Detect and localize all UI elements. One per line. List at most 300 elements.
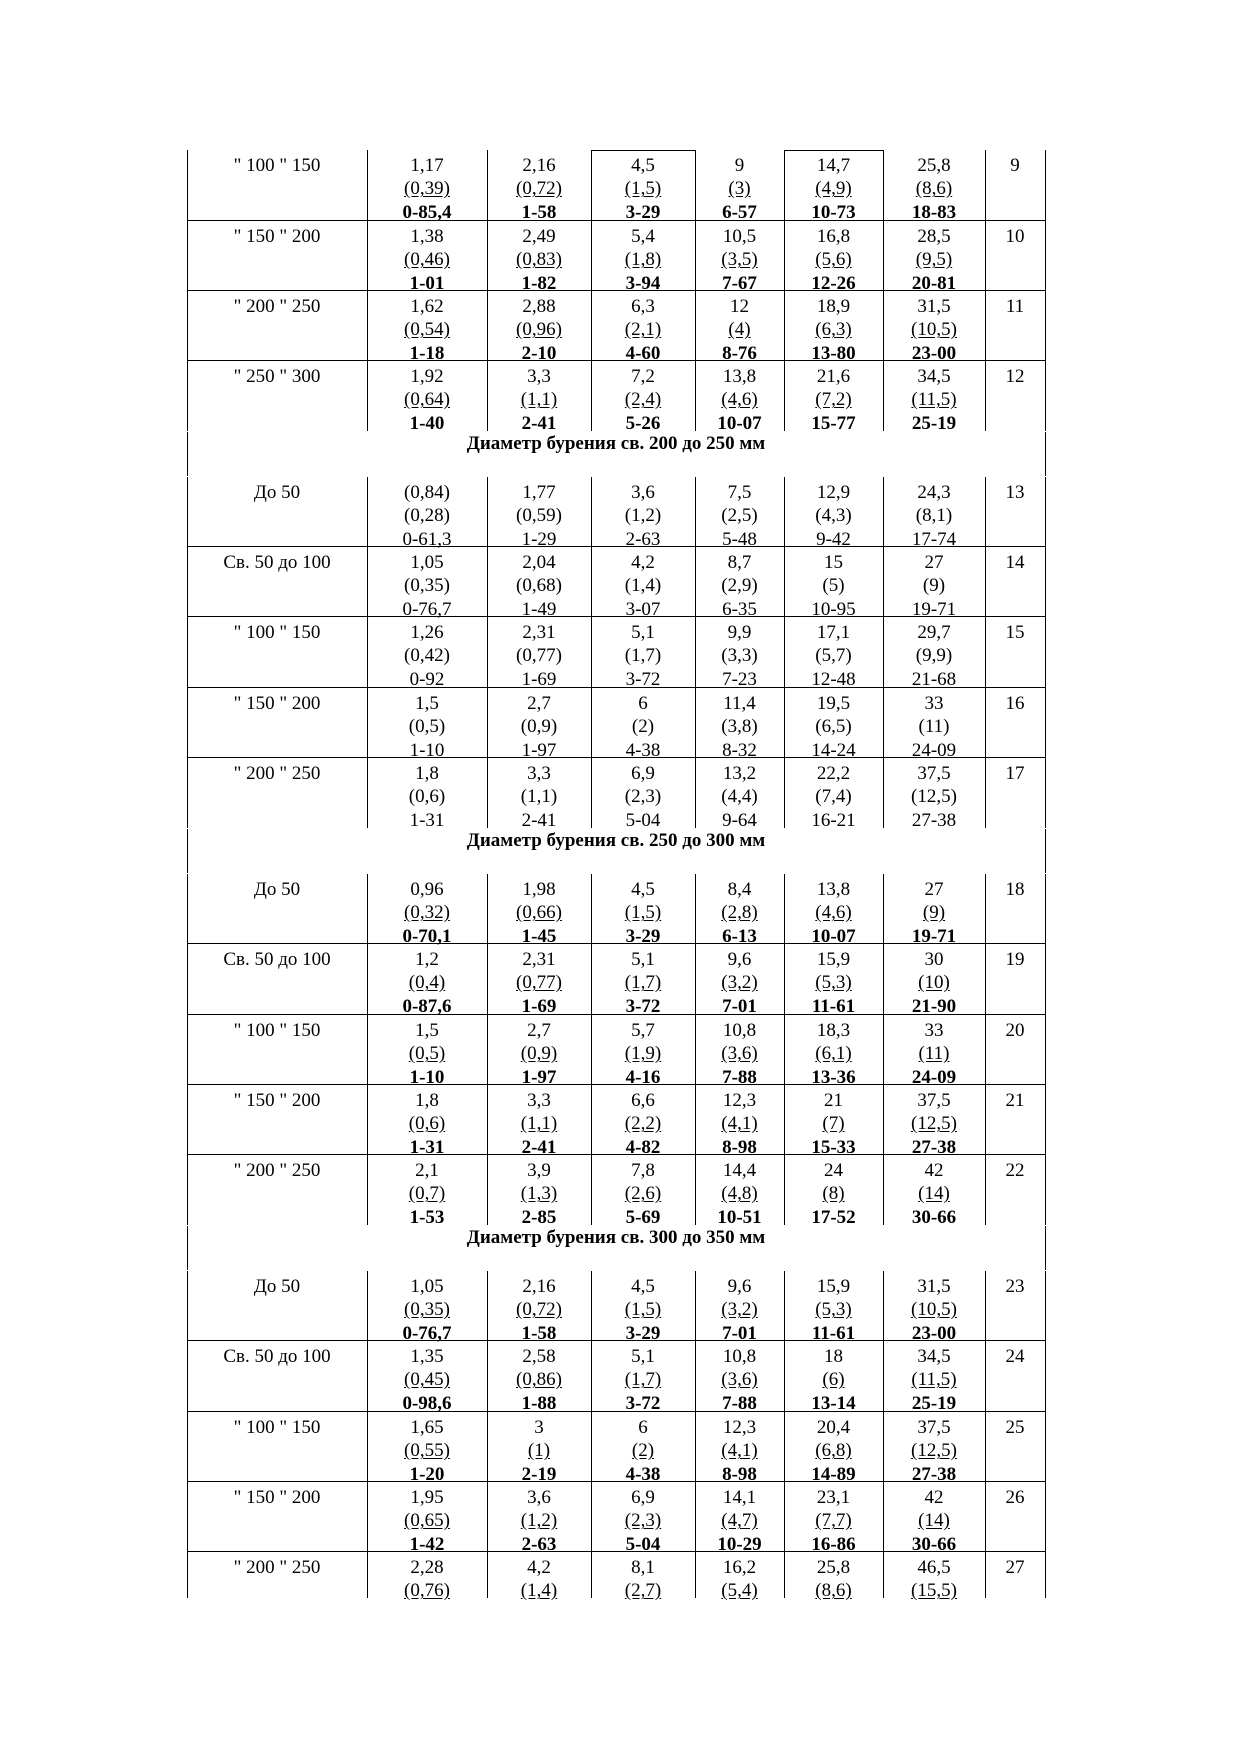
value-main: 10,8: [722, 1020, 757, 1041]
value-parenthesized: (4,6): [815, 902, 852, 924]
value-code: 1-58: [521, 1322, 557, 1344]
value-cell: [367, 758, 487, 831]
value-main: 1,8: [415, 1090, 439, 1111]
row-label: " 100 " 150: [233, 155, 321, 176]
value-cell: [487, 1015, 591, 1088]
value-cell: [784, 944, 883, 1015]
value-parenthesized: (12,5): [911, 1440, 957, 1462]
value-cell: [367, 1155, 487, 1228]
row-number: 25: [1005, 1417, 1025, 1438]
value-cell: [784, 1412, 883, 1485]
column-divider: [1045, 874, 1046, 944]
value-cell: [487, 1341, 591, 1412]
value-parenthesized: (9): [922, 902, 946, 924]
value-code: 1-49: [521, 598, 557, 620]
value-main: 12,9: [816, 482, 851, 503]
table-row: [187, 291, 1045, 364]
table-row: [187, 547, 1045, 620]
table-row: [187, 688, 1045, 761]
value-cell: [784, 1482, 883, 1555]
value-cell: [591, 1271, 695, 1344]
value-parenthesized: (1,1): [520, 389, 558, 411]
value-main: 7,2: [631, 366, 655, 387]
value-code: 8-76: [722, 342, 757, 364]
table-outer-border: [187, 1226, 188, 1270]
value-main: 42: [924, 1487, 944, 1508]
value-code: 10-73: [811, 201, 856, 223]
value-main: 27: [924, 552, 944, 573]
value-main: 3: [534, 1417, 544, 1438]
value-parenthesized: (6,1): [815, 1043, 852, 1065]
table-row: [187, 150, 1045, 221]
value-parenthesized: (3,6): [721, 1369, 758, 1391]
value-parenthesized: (5,7): [815, 645, 852, 667]
value-cell: [487, 361, 591, 434]
value-parenthesized: (4,8): [721, 1183, 758, 1205]
value-cell: [591, 221, 695, 294]
value-main: 25,8: [917, 155, 951, 176]
value-code: 2-41: [521, 1136, 557, 1158]
row-number: 11: [1005, 296, 1025, 317]
value-code: 5-48: [722, 528, 757, 550]
value-cell: [591, 1482, 695, 1555]
value-code: 23-00: [911, 1322, 957, 1344]
value-main: 19,5: [816, 693, 851, 714]
value-main: 9,9: [727, 622, 752, 643]
value-cell: [367, 361, 487, 434]
row-label: До 50: [253, 1276, 301, 1297]
value-main: 31,5: [917, 1276, 951, 1297]
value-parenthesized: (6,8): [815, 1440, 852, 1462]
row-label: " 150 " 200: [233, 1487, 321, 1508]
value-code: 1-18: [409, 342, 445, 364]
value-cell: [487, 1155, 591, 1228]
column-divider: [1045, 361, 1046, 431]
value-cell: [883, 150, 985, 221]
value-code: 6-57: [722, 201, 757, 223]
value-parenthesized: (0,65): [404, 1510, 450, 1532]
value-main: 20,4: [816, 1417, 851, 1438]
row-label: Св. 50 до 100: [223, 552, 331, 573]
value-code: 0-76,7: [402, 1322, 452, 1344]
value-code: 15-77: [811, 412, 856, 434]
value-parenthesized: (10): [918, 972, 950, 994]
value-code: 8-98: [722, 1136, 757, 1158]
value-parenthesized: (8,6): [815, 1580, 852, 1602]
value-code: 0-70,1: [402, 925, 452, 947]
value-parenthesized: (8,1): [915, 505, 953, 527]
value-parenthesized: (4,9): [815, 178, 852, 200]
value-main: 1,17: [410, 155, 444, 176]
value-cell: [784, 758, 883, 831]
value-parenthesized: (1,5): [624, 1299, 662, 1321]
value-code: 0-61,3: [402, 528, 452, 550]
value-main: 37,5: [917, 1417, 951, 1438]
value-main: 18,3: [816, 1020, 851, 1041]
value-code: 2-41: [521, 412, 557, 434]
value-code: 3-72: [625, 668, 661, 690]
section-heading: [187, 432, 1045, 476]
value-code: 4-82: [625, 1136, 661, 1158]
column-divider: [1045, 944, 1046, 1015]
value-parenthesized: (6): [822, 1369, 845, 1391]
value-main: 8,7: [727, 552, 752, 573]
value-code: 4-60: [625, 342, 661, 364]
value-main: 14,4: [722, 1160, 757, 1181]
value-main: 3,3: [527, 1090, 551, 1111]
value-cell: [591, 1155, 695, 1228]
value-code: 13-80: [811, 342, 856, 364]
value-code: 3-72: [625, 1392, 661, 1414]
value-code: 0-76,7: [402, 598, 452, 620]
value-code: 14-89: [811, 1463, 856, 1485]
value-main: 5,7: [631, 1020, 655, 1041]
table-row: [187, 1482, 1045, 1555]
row-label: " 200 " 250: [233, 296, 321, 317]
value-parenthesized: (0,45): [404, 1369, 450, 1391]
value-main: 2,7: [527, 1020, 551, 1041]
value-parenthesized: (0,5): [408, 716, 446, 738]
value-cell: [695, 1271, 784, 1344]
value-cell: [367, 688, 487, 761]
value-parenthesized: (3,2): [721, 1299, 758, 1321]
row-number: 18: [1005, 879, 1025, 900]
value-code: 2-10: [521, 342, 557, 364]
value-main: 3,6: [631, 482, 655, 503]
value-parenthesized: (5): [822, 575, 845, 597]
value-cell: [591, 1015, 695, 1088]
value-parenthesized: (7,4): [815, 786, 852, 808]
value-main: 5,1: [631, 949, 655, 970]
value-code: 10-95: [811, 598, 856, 620]
table-outer-border: [1045, 829, 1046, 873]
value-main: 4,5: [631, 1276, 655, 1297]
value-parenthesized: (1,9): [624, 1043, 662, 1065]
value-code: 1-10: [409, 739, 445, 761]
value-parenthesized: (7,2): [815, 389, 852, 411]
value-cell: [784, 221, 883, 294]
row-label: " 150 " 200: [233, 1090, 321, 1111]
value-code: 15-33: [811, 1136, 856, 1158]
value-cell: [695, 688, 784, 761]
value-code: 13-14: [811, 1392, 856, 1414]
value-parenthesized: (11,5): [911, 389, 957, 411]
value-code: 2-41: [521, 809, 557, 831]
value-cell: [883, 547, 985, 620]
value-main: 37,5: [917, 763, 951, 784]
value-cell: [784, 1341, 883, 1412]
value-parenthesized: (1,2): [624, 505, 662, 527]
column-divider: [1045, 1085, 1046, 1155]
value-cell: [784, 291, 883, 364]
value-main: 1,62: [410, 296, 444, 317]
value-main: 1,5: [415, 1020, 439, 1041]
row-number: 12: [1005, 366, 1025, 387]
value-code: 10-51: [717, 1206, 762, 1228]
value-cell: [591, 617, 695, 688]
column-divider: [1045, 1552, 1046, 1598]
value-cell: [883, 617, 985, 688]
row-label: " 200 " 250: [233, 1160, 321, 1181]
value-code: 25-19: [911, 1392, 957, 1414]
column-divider: [1045, 1271, 1046, 1341]
row-number: 20: [1005, 1020, 1025, 1041]
row-number: 16: [1005, 693, 1025, 714]
value-code: 17-74: [911, 528, 957, 550]
value-code: 21-68: [911, 668, 957, 690]
value-cell: [695, 944, 784, 1015]
value-parenthesized: (0,7): [408, 1183, 446, 1205]
value-cell: [591, 547, 695, 620]
value-parenthesized: (0,6): [408, 786, 446, 808]
value-main: 15: [824, 552, 843, 573]
value-code: 1-40: [409, 412, 445, 434]
value-main: 16,8: [816, 226, 851, 247]
value-parenthesized: (8,6): [915, 178, 953, 200]
value-main: 3,3: [527, 763, 551, 784]
value-parenthesized: (4,6): [721, 389, 758, 411]
value-parenthesized: (0,83): [516, 249, 562, 271]
value-cell: [367, 547, 487, 620]
value-main: 1,35: [410, 1346, 444, 1367]
row-label: " 150 " 200: [233, 693, 321, 714]
value-code: 11-61: [811, 1322, 856, 1344]
value-code: 3-72: [625, 995, 661, 1017]
value-main: 46,5: [917, 1557, 951, 1578]
value-code: 2-63: [521, 1533, 557, 1555]
value-parenthesized: (3,3): [721, 645, 758, 667]
row-number: 26: [1005, 1487, 1025, 1508]
value-cell: [591, 150, 695, 221]
value-cell: [695, 1482, 784, 1555]
value-cell: [367, 944, 487, 1015]
table-outer-border: [187, 432, 188, 476]
value-code: 2-85: [521, 1206, 557, 1228]
value-main: 6: [638, 693, 648, 714]
value-main: 3,9: [527, 1160, 551, 1181]
value-code: 1-69: [521, 668, 557, 690]
value-parenthesized: (0,42): [404, 645, 450, 667]
value-code: 1-31: [409, 1136, 445, 1158]
value-parenthesized: (3,2): [721, 972, 758, 994]
value-main: 18,9: [816, 296, 851, 317]
value-main: 34,5: [917, 1346, 951, 1367]
value-code: 1-82: [521, 272, 557, 294]
value-cell: [487, 1552, 591, 1602]
value-main: 33: [924, 1020, 944, 1041]
value-main: 27: [924, 879, 944, 900]
value-main: 10,8: [722, 1346, 757, 1367]
column-divider: [1045, 547, 1046, 617]
value-parenthesized: (0,86): [516, 1369, 562, 1391]
section-title: Диаметр бурения св. 200 до 250 мм: [466, 433, 766, 454]
table-row: [187, 1271, 1045, 1344]
value-cell: [487, 1271, 591, 1344]
value-parenthesized: (15,5): [911, 1580, 957, 1602]
column-divider: [1045, 291, 1046, 361]
row-label: " 250 " 300: [233, 366, 321, 387]
value-cell: [487, 221, 591, 294]
value-cell: [591, 758, 695, 831]
value-cell: [695, 1155, 784, 1228]
column-divider: [1045, 1482, 1046, 1552]
table-row: [187, 1015, 1045, 1088]
value-main: 0,96: [410, 879, 444, 900]
value-parenthesized: (8): [822, 1183, 845, 1205]
value-cell: [487, 688, 591, 761]
value-parenthesized: (1,8): [624, 249, 662, 271]
value-main: 2,16: [522, 1276, 556, 1297]
value-code: 25-19: [911, 412, 957, 434]
value-cell: [367, 221, 487, 294]
value-code: 14-24: [811, 739, 856, 761]
section-heading: [187, 829, 1045, 873]
value-parenthesized: (0,5): [408, 1043, 446, 1065]
value-parenthesized: (4,1): [721, 1440, 758, 1462]
value-code: 30-66: [911, 1206, 957, 1228]
row-number: 23: [1005, 1276, 1025, 1297]
value-code: 7-88: [722, 1066, 757, 1088]
value-code: 3-29: [625, 925, 661, 947]
value-main: 15,9: [816, 1276, 851, 1297]
value-cell: [591, 688, 695, 761]
value-parenthesized: (7): [822, 1113, 845, 1135]
value-code: 1-20: [409, 1463, 445, 1485]
table-row: [187, 874, 1045, 947]
table-row: [187, 1341, 1045, 1412]
value-code: 1-10: [409, 1066, 445, 1088]
value-main: 2,31: [522, 622, 556, 643]
value-parenthesized: (0,66): [516, 902, 562, 924]
value-code: 1-29: [521, 528, 557, 550]
value-cell: [883, 1271, 985, 1344]
value-code: 4-38: [625, 739, 661, 761]
value-cell: [367, 477, 487, 550]
value-code: 1-01: [409, 272, 445, 294]
value-parenthesized: (5,4): [721, 1580, 758, 1602]
value-parenthesized: (4,3): [815, 505, 852, 527]
value-cell: [367, 874, 487, 947]
value-parenthesized: (0,35): [404, 575, 450, 597]
value-cell: [487, 1085, 591, 1158]
value-cell: [367, 1552, 487, 1602]
value-main: 12,3: [722, 1417, 757, 1438]
value-parenthesized: (4,7): [721, 1510, 758, 1532]
value-code: 20-81: [911, 272, 957, 294]
value-cell: [695, 361, 784, 434]
value-parenthesized: (1,5): [624, 902, 662, 924]
value-main: 4,2: [527, 1557, 551, 1578]
value-main: 6,6: [631, 1090, 655, 1111]
value-main: 15,9: [816, 949, 851, 970]
value-code: 0-98,6: [402, 1392, 452, 1414]
value-parenthesized: (0,68): [516, 575, 562, 597]
value-code: 30-66: [911, 1533, 957, 1555]
value-parenthesized: (6,3): [815, 319, 852, 341]
value-main: 1,92: [410, 366, 444, 387]
row-number: 17: [1005, 763, 1025, 784]
value-code: 24-09: [911, 1066, 957, 1088]
value-cell: [883, 944, 985, 1015]
table-outer-border: [187, 829, 188, 873]
value-main: 2,58: [522, 1346, 556, 1367]
row-label: " 150 " 200: [233, 226, 321, 247]
value-parenthesized: (2,9): [721, 575, 758, 597]
value-code: 0-92: [409, 668, 445, 690]
value-code: 7-67: [722, 272, 757, 294]
value-parenthesized: (11): [918, 1043, 950, 1065]
value-cell: [591, 477, 695, 550]
value-parenthesized: (0,96): [516, 319, 562, 341]
value-cell: [367, 291, 487, 364]
value-parenthesized: (2): [631, 716, 655, 738]
value-code: 7-01: [722, 1322, 757, 1344]
value-cell: [784, 361, 883, 434]
table-row: [187, 1552, 1045, 1602]
value-cell: [367, 1341, 487, 1412]
value-cell: [487, 477, 591, 550]
value-cell: [883, 291, 985, 364]
value-parenthesized: (0,39): [404, 178, 450, 200]
value-main: 3,3: [527, 366, 551, 387]
value-main: 5,1: [631, 622, 655, 643]
value-code: 3-29: [625, 201, 661, 223]
value-parenthesized: (10,5): [911, 1299, 957, 1321]
value-cell: [883, 1155, 985, 1228]
value-main: 4,5: [631, 879, 655, 900]
table-row: [187, 1085, 1045, 1158]
value-cell: [487, 944, 591, 1015]
value-cell: [695, 1085, 784, 1158]
value-parenthesized: (0,64): [404, 389, 450, 411]
value-parenthesized: (4): [728, 319, 751, 341]
value-code: 6-35: [722, 598, 757, 620]
value-code: 0-85,4: [402, 201, 452, 223]
value-main: 1,05: [410, 552, 444, 573]
column-divider: [1045, 758, 1046, 828]
value-code: 9-64: [722, 809, 757, 831]
value-code: 2-19: [521, 1463, 557, 1485]
value-code: 19-71: [911, 925, 957, 947]
table-row: [187, 361, 1045, 434]
value-cell: [591, 1412, 695, 1485]
value-code: 5-04: [625, 809, 661, 831]
value-code: 5-26: [625, 412, 661, 434]
value-parenthesized: (5,6): [815, 249, 852, 271]
value-cell: [367, 1412, 487, 1485]
value-main: 22,2: [816, 763, 851, 784]
value-cell: [367, 1015, 487, 1088]
value-cell: [591, 1552, 695, 1602]
value-code: 1-42: [409, 1533, 445, 1555]
value-main: 2,28: [410, 1557, 444, 1578]
value-main: 21: [824, 1090, 843, 1111]
value-main: 14,1: [722, 1487, 757, 1508]
value-parenthesized: (0,35): [404, 1299, 450, 1321]
value-parenthesized: (2,1): [624, 319, 662, 341]
value-code: 0-87,6: [402, 995, 452, 1017]
value-code: 1-45: [521, 925, 557, 947]
section-title: Диаметр бурения св. 300 до 350 мм: [466, 1227, 766, 1248]
value-main: 18: [824, 1346, 843, 1367]
value-cell: [784, 150, 883, 221]
value-parenthesized: (1,1): [520, 786, 558, 808]
row-label: " 200 " 250: [233, 1557, 321, 1578]
value-parenthesized: (4,1): [721, 1113, 758, 1135]
value-parenthesized: (2,8): [721, 902, 758, 924]
value-main: 12,3: [722, 1090, 757, 1111]
value-main: 1,8: [415, 763, 439, 784]
